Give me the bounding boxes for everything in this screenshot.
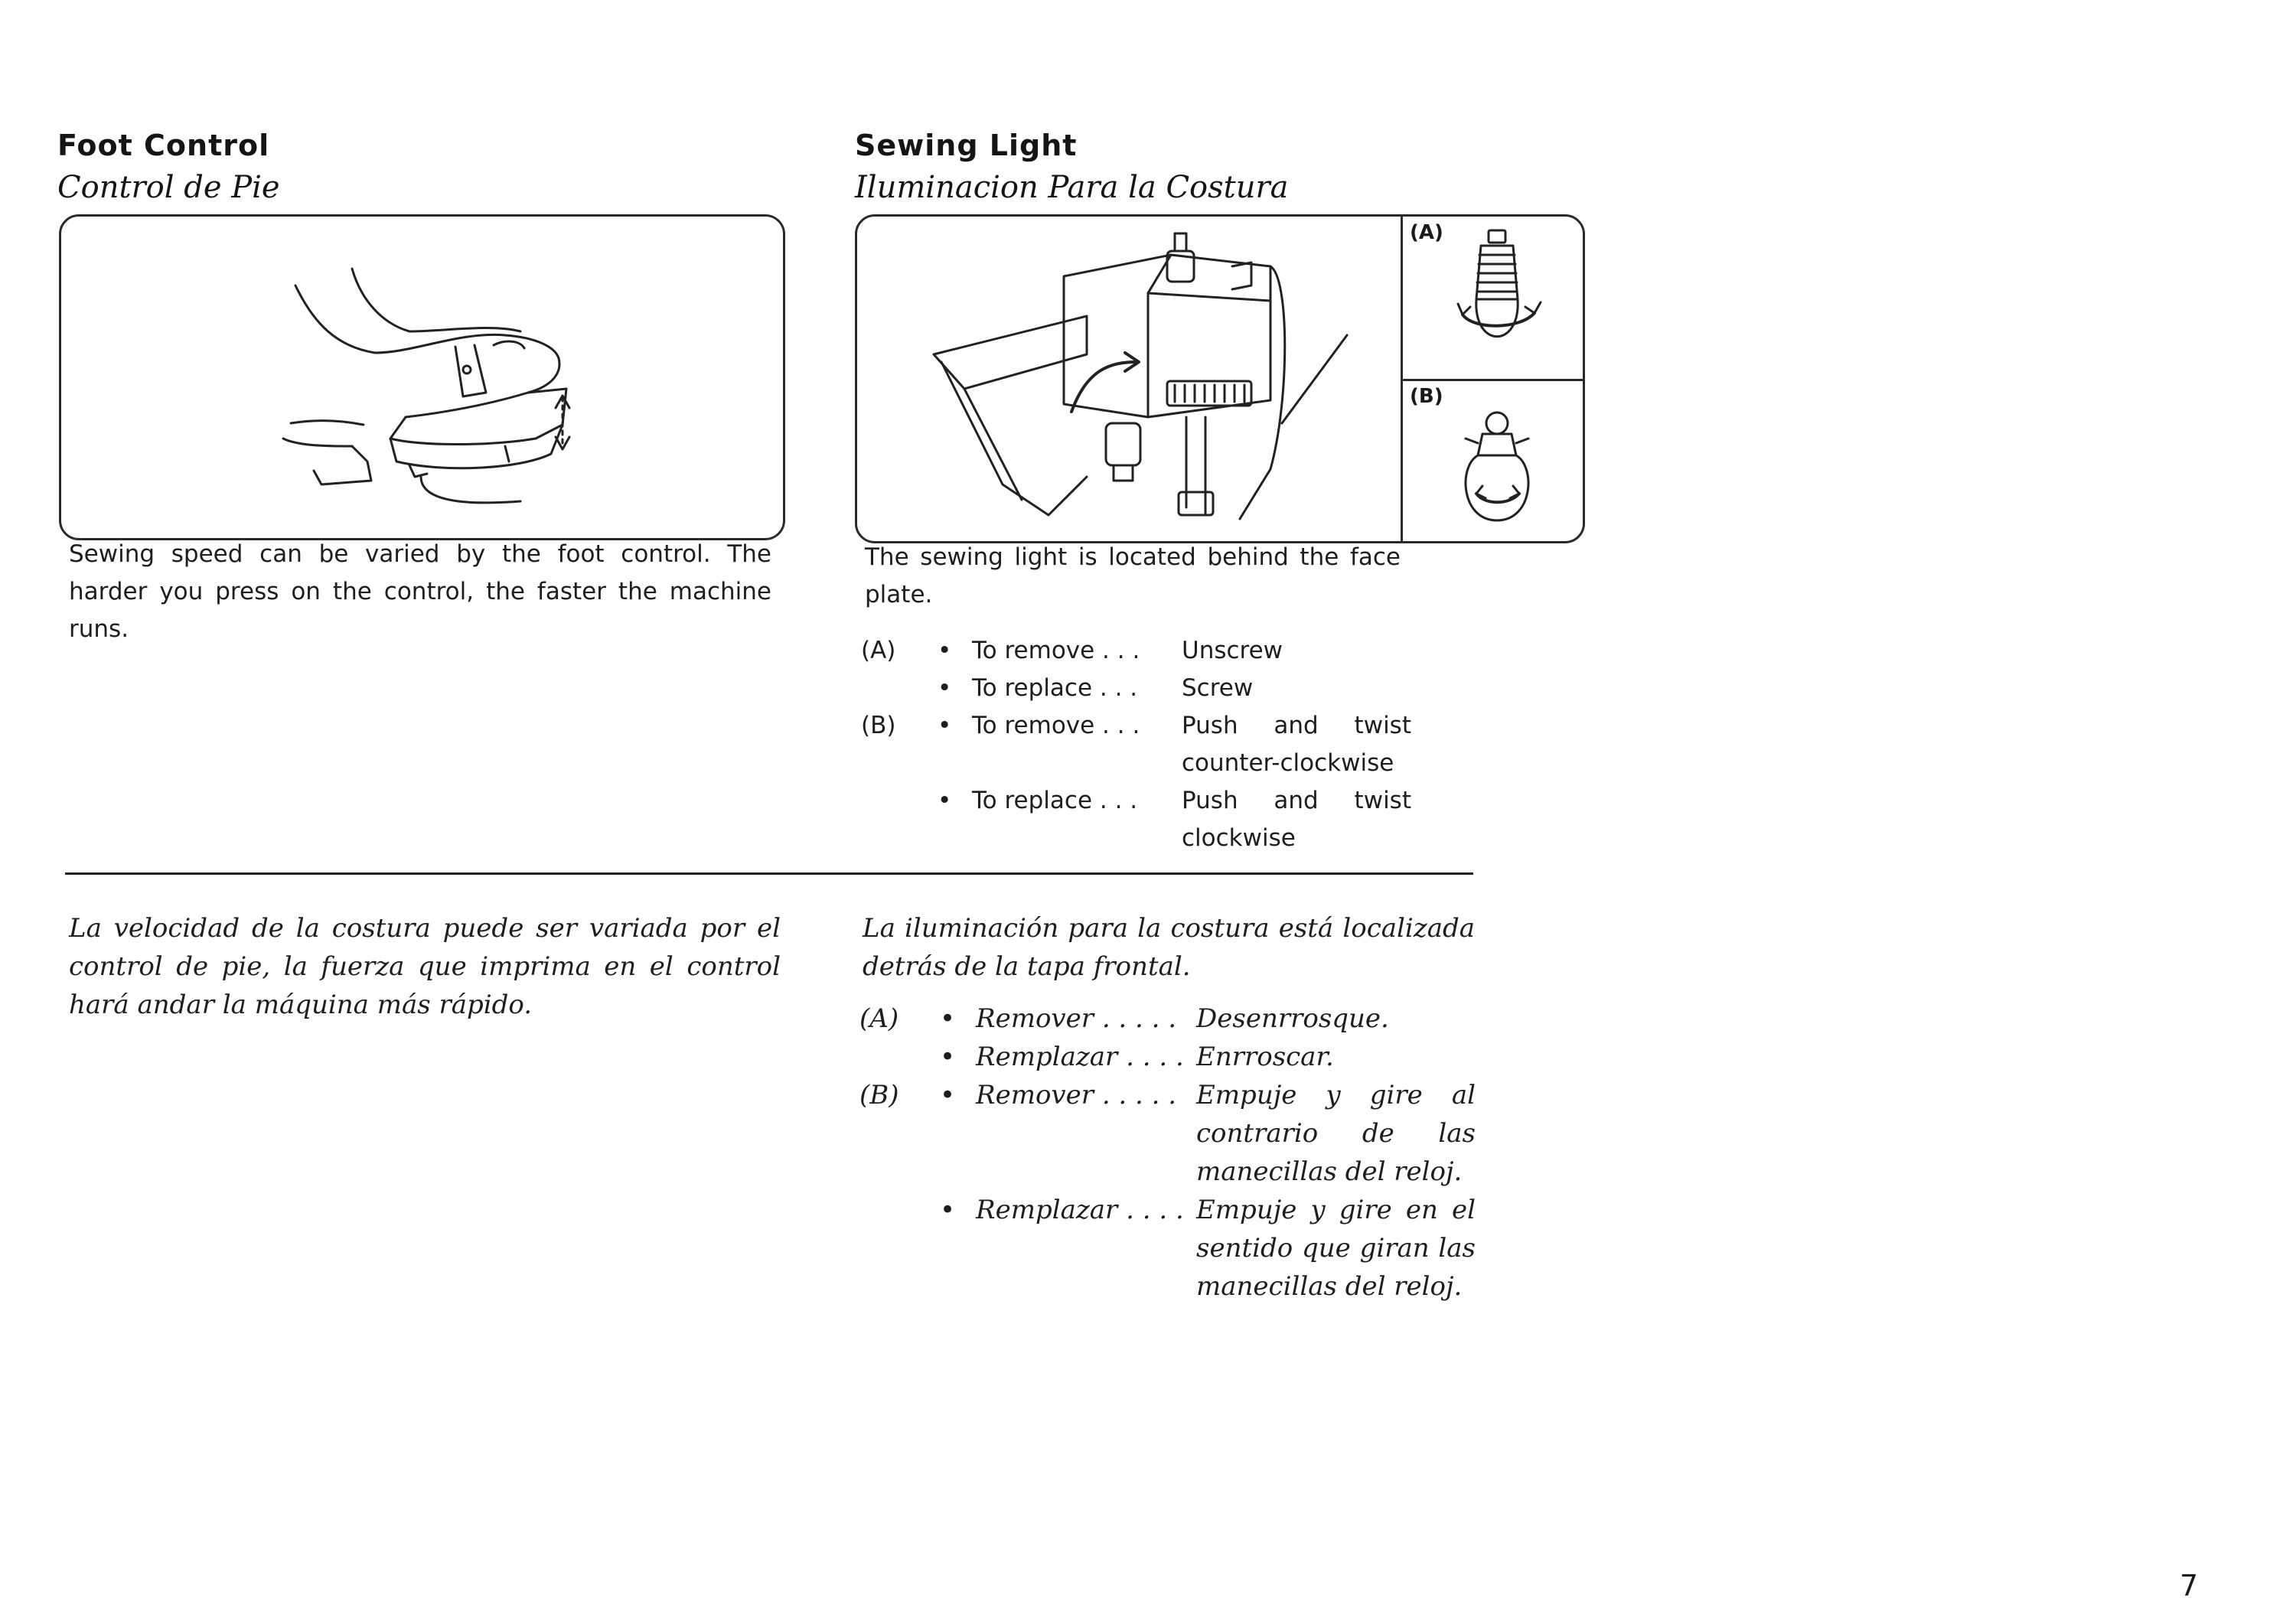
step-bullet: • [940,1042,956,1072]
foot-control-illustration-frame [59,214,785,540]
inset-b-label: (B) [1410,385,1443,408]
step-action: To remove . . . [972,637,1140,664]
step-result: Empuje y gire en el sentido que giran las manecillas del reloj. [1196,1195,1476,1302]
sewing-light-illustration-frame [855,214,1585,543]
sewing-light-description-es: La iluminación para la costura está localizada detrás de la tapa frontal. [863,913,1475,982]
step-action: To replace . . . [972,787,1138,814]
sewing-light-title-es: Iluminacion Para la Costura [855,170,1289,205]
face-plate-illustration [857,217,1401,541]
bayonet-bulb-icon [1412,386,1580,540]
step-action: To replace . . . [972,674,1138,702]
foot-control-pedal-illustration [61,217,783,538]
step-result: Enrroscar. [1196,1042,1334,1072]
screw-bulb-icon [1412,223,1580,376]
step-action: Remplazar . . . . [976,1195,1184,1225]
step-marker: (B) [859,1080,899,1110]
step-result: Empuje y gire al contrario de las manecillas del reloj. [1196,1080,1476,1187]
step-bullet: • [938,637,952,664]
step-action: Remover . . . . . [976,1080,1177,1110]
step-bullet: • [938,787,952,814]
foot-control-title-es: Control de Pie [57,170,280,205]
step-result: Unscrew [1182,637,1283,664]
sewing-light-description: The sewing light is located behind the face plate. [865,543,1401,608]
foot-control-title: Foot Control [57,129,270,162]
step-bullet: • [940,1080,956,1110]
step-result: Push and twist clockwise [1182,787,1411,852]
step-action: Remplazar . . . . [976,1042,1184,1072]
section-divider-rule [65,872,1473,875]
inset-panel-divider-horizontal [1401,379,1583,381]
step-marker: (A) [859,1003,899,1034]
step-bullet: • [940,1195,956,1225]
step-action: To remove . . . [972,712,1140,739]
step-bullet: • [938,712,952,739]
step-marker: (B) [861,712,896,739]
inset-a-label: (A) [1410,221,1443,244]
step-bullet: • [938,674,952,702]
step-result: Screw [1182,674,1254,702]
step-result: Push and twist counter-clockwise [1182,712,1411,777]
foot-control-description: Sewing speed can be varied by the foot control. The harder you press on the control, the faster the machine runs. [69,540,771,643]
page-number: 7 [2180,1569,2199,1603]
step-result: Desenrrosque. [1196,1003,1389,1034]
step-action: Remover . . . . . [976,1003,1177,1034]
sewing-light-title: Sewing Light [855,129,1078,162]
foot-control-description-es: La velocidad de la costura puede ser variada por el control de pie, la fuerza que imprima en el control hará andar la máquina más rápido. [69,913,781,1020]
step-marker: (A) [861,637,896,664]
step-bullet: • [940,1003,956,1034]
